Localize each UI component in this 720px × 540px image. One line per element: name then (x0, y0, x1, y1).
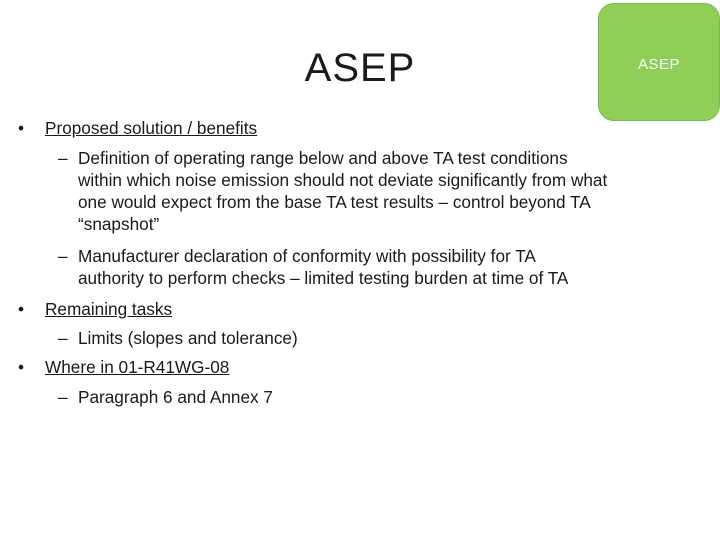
subitem-manufacturer-declaration (78, 245, 678, 289)
dash-marker: – (58, 328, 68, 348)
bullet-marker: • (18, 299, 25, 319)
subitem-line: “snapshot” (78, 214, 160, 234)
subitem-line: Manufacturer declaration of conformity with possibility for TA (78, 246, 536, 266)
subitem-definition-operating-range (78, 147, 678, 235)
dash-marker: – (58, 387, 68, 407)
subitem-line: Definition of operating range below and above TA test conditions (78, 148, 568, 168)
subitem-line: authority to perform checks – limited testing burden at time of TA (78, 268, 569, 288)
bullet-marker: • (18, 118, 25, 138)
subitem-line: within which noise emission should not deviate significantly from what (78, 170, 608, 190)
subitem-limits (78, 327, 678, 349)
dash-marker: – (58, 148, 68, 168)
slide-title: ASEP (304, 46, 416, 90)
subitem-line: Paragraph 6 and Annex 7 (78, 387, 273, 407)
dash-marker: – (58, 246, 68, 266)
bullet-marker: • (18, 357, 25, 377)
bullet-proposed-solution: Proposed solution / benefits (45, 118, 258, 138)
subitem-paragraph-annex (78, 386, 678, 408)
subitem-line: Limits (slopes and tolerance) (78, 328, 298, 348)
subitem-line: one would expect from the base TA test results – control beyond TA (78, 192, 591, 212)
bullet-remaining-tasks: Remaining tasks (45, 299, 173, 319)
badge-label: ASEP (637, 56, 681, 73)
bullet-where-in-document: Where in 01-R41WG-08 (45, 357, 230, 377)
